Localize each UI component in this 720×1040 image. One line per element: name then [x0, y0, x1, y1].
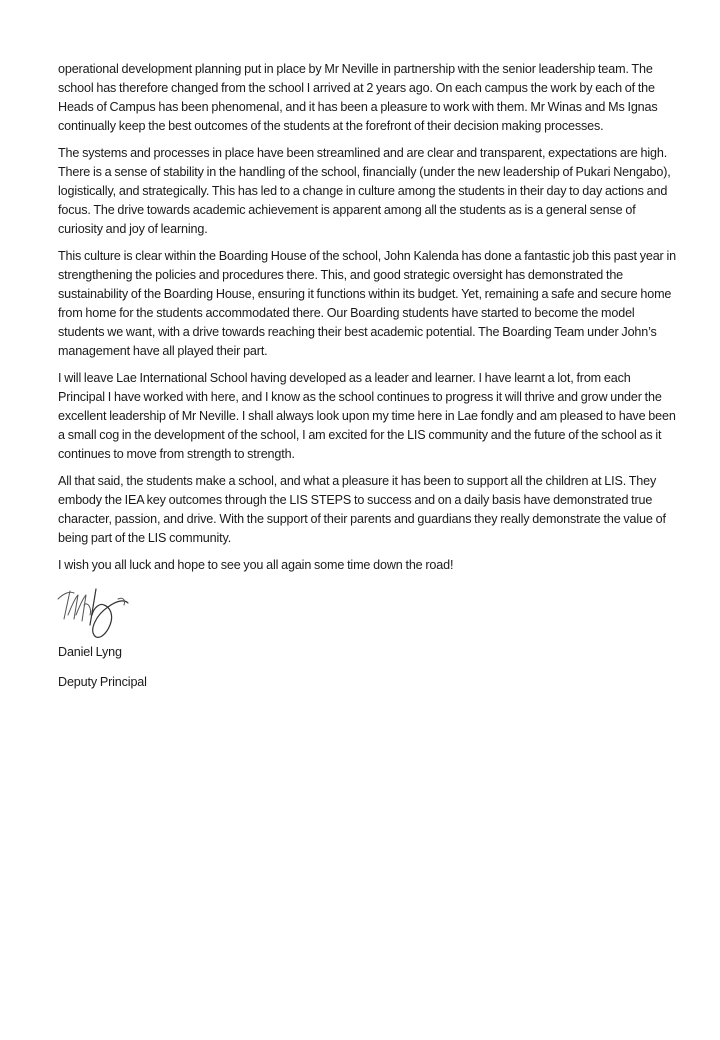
closing-line: I wish you all luck and hope to see you all again some time down the road! [58, 558, 454, 572]
letter-page [58, 60, 680, 692]
signature-icon [56, 585, 136, 643]
letter-paragraph-4: I will leave Lae International School having developed as a leader and learner. I have learnt a lot, from each Principal I have worked with here, and I know as the school continues to progress it will thrive and grow under the excellent leadership of Mr Neville. I shall always look upon my time here in Lae fondly and am pleased to have been a small cog in the development of the school, I am excited for the LIS community and the future of the school as it continues to move from strength to strength. [58, 371, 676, 461]
letter-paragraph-2: The systems and processes in place have been streamlined and are clear and transparent, expectations are high. There is a sense of stability in the handling of the school, financially (under the new leadership of Pukari Nengabo), logistically, and strategically. This has led to a change in culture among the students in their day to day actions and focus. The drive towards academic achievement is apparent among all the students as is a general sense of curiosity and joy of learning. [58, 146, 671, 236]
letter-paragraph-1: operational development planning put in place by Mr Neville in partnership with the senior leadership team. The school has therefore changed from the school I arrived at 2 years ago. On each campus the work by each of the Heads of Campus has been phenomenal, and it has been a pleasure to work with them. Mr Winas and Ms Ignas continually keep the best outcomes of the students at the forefront of their decision making processes. [58, 62, 658, 133]
signatory-title: Deputy Principal [58, 675, 147, 689]
letter-paragraph-3: This culture is clear within the Boarding House of the school, John Kalenda has done a fantastic job this past year in strengthening the policies and procedures there. This, and good strategic oversight has demonstrated the sustainability of the Boarding House, ensuring it functions within its budget. Yet, remaining a safe and secure home from home for the students accommodated there. Our Boarding students have started to become the model students we want, with a drive towards reaching their best academic potential. The Boarding Team under John’s management have all played their part. [58, 249, 676, 358]
letter-paragraph-5: All that said, the students make a school, and what a pleasure it has been to support all the children at LIS. They embody the IEA key outcomes through the LIS STEPS to success and on a daily basis have demonstrated true character, passion, and drive. With the support of their parents and guardians they really demonstrate the value of being part of the LIS community. [58, 474, 666, 545]
signatory-name: Daniel Lyng [58, 645, 122, 659]
